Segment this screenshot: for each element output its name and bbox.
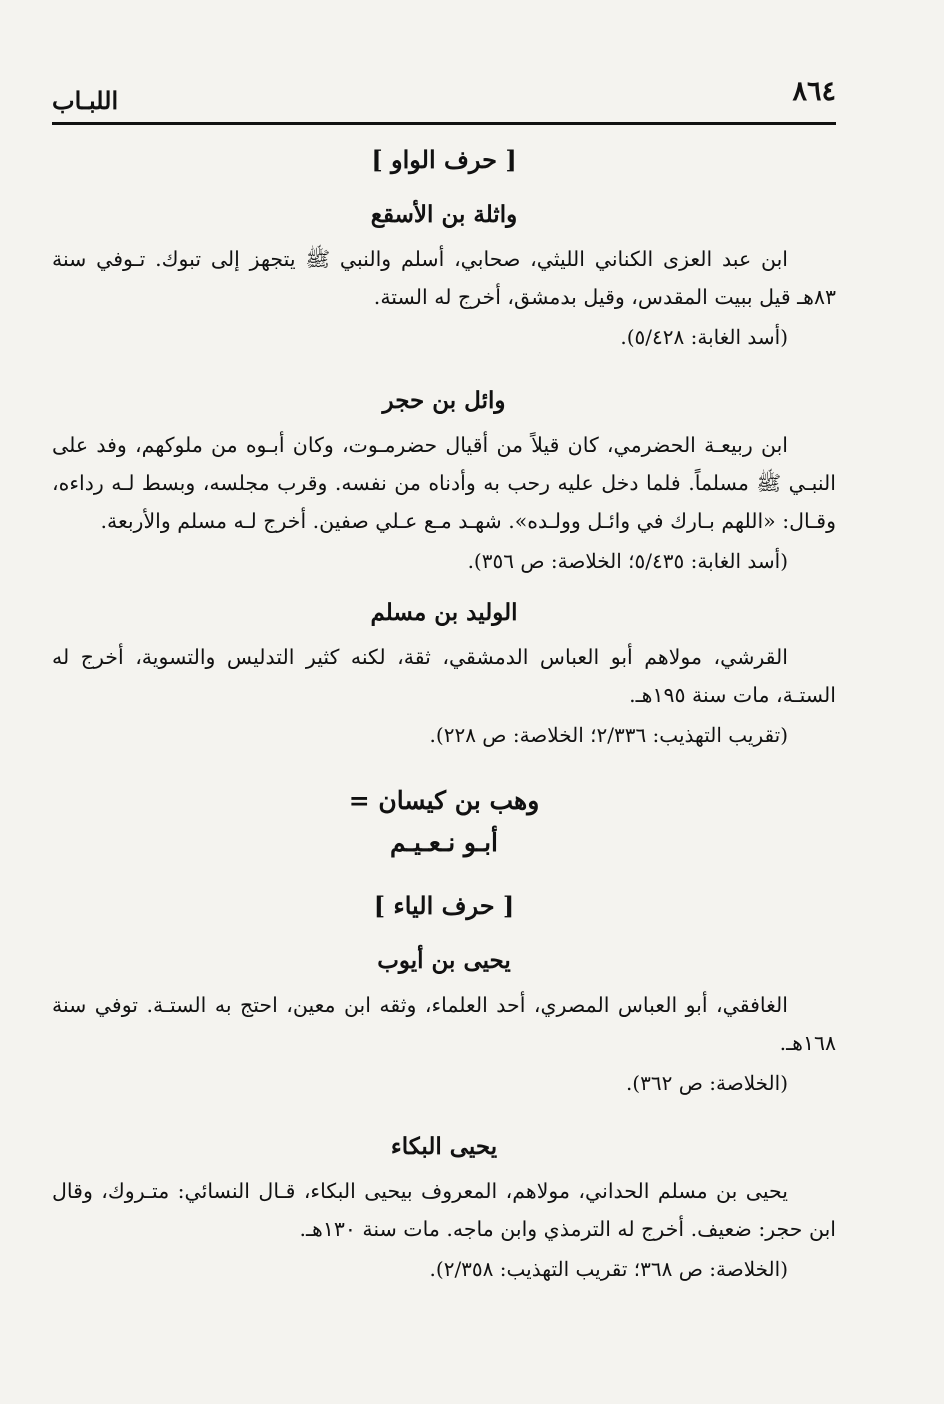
entry-title: الوليد بن مسلم [370, 599, 518, 626]
entry-reference: (الخلاصة: ص ٣٦٢). [625, 1071, 788, 1095]
entry-yahya-al-bakka [52, 1128, 836, 1288]
entry-title: يحيى بن أيوب [377, 947, 511, 974]
cross-reference-target: أبـو نـعـيـم [389, 828, 499, 857]
entry-walid [52, 594, 836, 754]
entry-body: ابن عبد العزى الكناني الليثي، صحابي، أسلم والنبي ﷺ يتجهز إلى تبوك. تـوفي سنة ٨٣هـ قيل ببيت المقدس، وقيل بدمشق، أخرج له الستة. [52, 247, 836, 309]
section-heading-waw: [ حرف الواو ] [371, 145, 517, 174]
entry-title: يحيى البكاء [390, 1133, 498, 1160]
cross-reference-title: وهب بن كيسان = [348, 786, 540, 815]
section-heading-ya: [ حرف الياء ] [373, 891, 515, 920]
entry-reference: (أسد الغابة: ٥/٤٢٨). [620, 325, 788, 349]
entry-title: واثلة بن الأسقع [370, 201, 518, 228]
entry-reference: (أسد الغابة: ٥/٤٣٥؛ الخلاصة: ص ٣٥٦). [467, 549, 788, 573]
entry-reference: (الخلاصة: ص ٣٦٨؛ تقريب التهذيب: ٢/٣٥٨). [429, 1257, 788, 1281]
page-header [52, 70, 836, 125]
running-title: اللبـاب [52, 86, 119, 115]
entry-yahya-ibn-ayyub [52, 942, 836, 1102]
entry-title: وائل بن حجر [382, 387, 506, 414]
entry-body: القرشي، مولاهم أبو العباس الدمشقي، ثقة، لكنه كثير التدليس والتسوية، أخرج له الستـة، مات سنة ١٩٥هـ. [52, 645, 836, 707]
entry-body: ابن ربيعـة الحضرمي، كان قيلاً من أقيال حضرمـوت، وكان أبـوه من ملوكهم، وفد على النبـي ﷺ مسلماً. فلما دخل عليه رحب به وأدناه من نفسه. وقرب مجلسه، وبسط لـه رداءه، وقـال: «اللهم بـارك في وائـل وولـده». شهـد مـع عـلي صفين. أخرج لـه مسلم والأربعة. [52, 433, 836, 533]
page-content [52, 140, 836, 1314]
entry-wail [52, 382, 836, 580]
entry-reference: (تقريب التهذيب: ٢/٣٣٦؛ الخلاصة: ص ٢٢٨). [429, 723, 788, 747]
page-number: ٨٦٤ [792, 76, 836, 107]
entry-body: يحيى بن مسلم الحداني، مولاهم، المعروف بيحيى البكاء، قـال النسائي: متـروك، وقال ابن حجر: ضعيف. أخرج له الترمذي وابن ماجه. مات سنة ١٣٠هـ. [52, 1179, 836, 1241]
entry-wathila [52, 196, 836, 356]
entry-body: الغافقي، أبو العباس المصري، أحد العلماء، وثقه ابن معين، احتج به الستـة. توفي سنة ١٦٨هـ. [52, 993, 836, 1055]
